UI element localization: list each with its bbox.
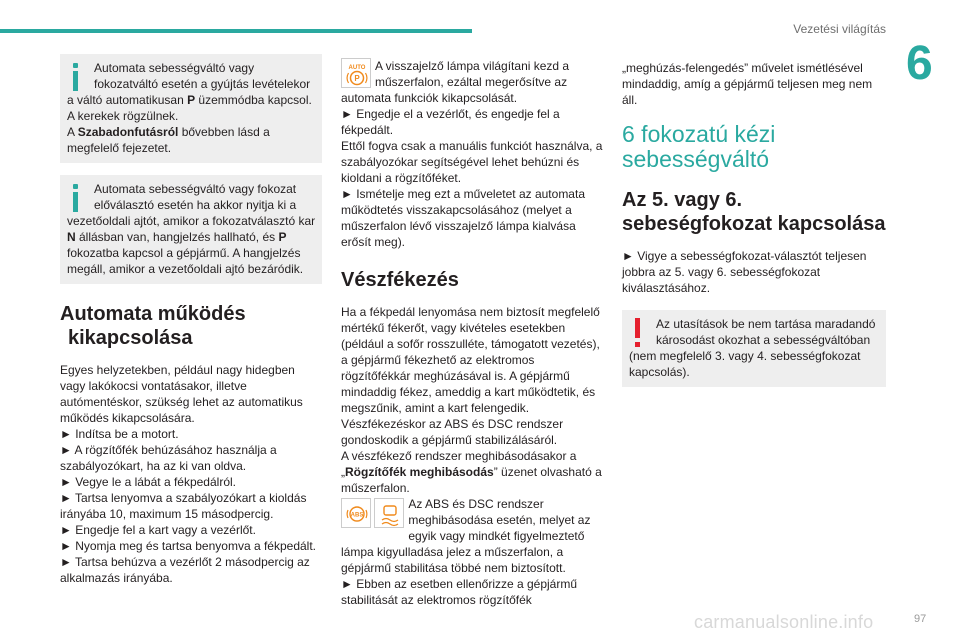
info-note-park: [60, 54, 322, 163]
abs-dsc-text: Az ABS és DSC rendszer meghibásodása esetén, melyet az egyik vagy mindkét figyelmeztető lámpa kigyulladása jelez a műszerfalon, a gépjármű stabilitása többé nem biztosított.: [341, 497, 591, 575]
step-item: ► Indítsa be a motort.: [60, 427, 179, 441]
auto-lamp-text: A visszajelző lámpa világítani kezd a műszerfalon, ezáltal megerősítve az automata funkciók kikapcsolását.: [341, 59, 570, 105]
column-middle: [341, 58, 604, 608]
heading-emergency-braking: Vészfékezés: [341, 269, 459, 291]
continuation-text: „meghúzás-felengedés” művelet ismétlésével mindaddig, amíg a gépjármű teljesen meg nem áll.: [622, 61, 873, 107]
emergency-paragraph: Ha a fékpedál lenyomása nem biztosít megfelelő mértékű fékerőt, vagy kivételes esetekben (például a sofőr rosszulléte, támogatott vezetés), a gépjármű fékezhető az elektromos rögzítőfékkár meghúzásával is. A gépjármű mindaddig fékez, ameddig a kart működtetik, és megszűnik, amint a kart felengedik.: [341, 305, 600, 415]
column-right: [622, 60, 886, 399]
info-note-text: Automata sebességváltó vagy fokozatváltó esetén a gyújtás levételekor a váltó automatikusan P üzemmódba kapcsol. A kerekek rögzülnek. A Szabadonfutásról bővebben lásd a megfelelő fejezetet.: [67, 61, 312, 155]
heading-gear-5-6: Az 5. vagy 6. sebeségfokozat kapcsolása: [622, 189, 886, 235]
intro-paragraph: Egyes helyzetekben, például nagy hidegben vagy lakókocsi vontatásakor, illetve autómentéskor, szükség lehet az automatikus működés kikapcsolására.: [60, 363, 303, 425]
warning-icon: [629, 318, 646, 348]
step-item: ► Vegye le a lábát a fékpedálról.: [60, 475, 236, 489]
step-item: ► Tartsa behúzva a vezérlőt 2 másodpercig az alkalmazás irányába.: [60, 555, 310, 585]
warning-text: Az utasítások be nem tartása maradandó károsodást okozhat a sebességváltóban (nem megfelelő 3. vagy 4. sebességfokozat kapcsolás).: [629, 317, 876, 379]
step-item: ► Ebben az esetben ellenőrizze a gépjármű stabilitását az elektromos rögzítőfék: [341, 577, 578, 607]
chapter-number: 6: [906, 37, 933, 90]
step-item: ► A rögzítőfék behúzásához használja a szabályozókart, ha az ki van oldva.: [60, 443, 277, 473]
column-left: [60, 54, 322, 586]
manual-note: Ettől fogva csak a manuális funkciót használva, a szabályozókar segítségével lehet behúzni és kioldani a rögzítőféket.: [341, 139, 603, 185]
heading-auto-off: Automata működés kikapcsolása: [60, 303, 246, 349]
abs-warning-icon: [341, 498, 371, 528]
info-note-door: [60, 175, 322, 284]
info-note-text: Automata sebességváltó vagy fokozat előválasztó esetén ha akkor nyitja ki a vezetőoldali ajtót, amikor a fokozatválasztó kar N állásban van, hangjelzés hallható, és P fokozatba kapcsol a gépjármű. A hangjelzés megáll, amikor a vezetőoldali ajtó bezáródik.: [67, 182, 316, 276]
info-icon: [67, 63, 84, 91]
parking-brake-auto-icon: [341, 58, 371, 88]
svg-text:P: P: [354, 74, 360, 83]
info-icon: [67, 184, 84, 212]
abs-dsc-icons: [341, 498, 404, 528]
watermark-logo: carmanualsonline.info: [694, 612, 874, 632]
step-item: ► Ismételje meg ezt a műveletet az automata működtetés visszakapcsolásához (melyet a műszerfalon lévő visszajelző lámpa kialvása erősít meg).: [341, 187, 585, 249]
step-item: ► Vigye a sebességfokozat-választót teljesen jobbra az 5. vagy 6. sebességfokozat kiválasztásához.: [622, 249, 867, 295]
svg-text:ABS: ABS: [350, 512, 364, 519]
page-number: 97: [914, 613, 927, 625]
fault-paragraph: A vészfékező rendszer meghibásodásakor a „Rögzítőfék meghibásodás” üzenet olvasható a műszerfalon.: [341, 449, 602, 495]
step-item: ► Engedje el a vezérlőt, és engedje fel a fékpedált.: [341, 107, 560, 137]
abs-dsc-paragraph: Vészfékezéskor az ABS és DSC rendszer gondoskodik a gépjármű stabilizálásáról.: [341, 417, 564, 447]
step-item: ► Tartsa lenyomva a szabályozókart a kioldás irányába 10, maximum 15 másodpercig.: [60, 491, 307, 521]
dsc-stability-icon: [374, 498, 404, 528]
svg-text:AUTO: AUTO: [348, 65, 366, 71]
step-item: ► Engedje fel a kart vagy a vezérlőt.: [60, 523, 256, 537]
section-title: Vezetési világítás: [793, 22, 886, 36]
step-item: ► Nyomja meg és tartsa benyomva a fékpedált.: [60, 539, 316, 553]
warning-note: [622, 310, 886, 387]
header-accent-bar: [0, 29, 472, 33]
subtitle-manual-gearbox: 6 fokozatú kézi sebességváltó: [622, 121, 776, 172]
